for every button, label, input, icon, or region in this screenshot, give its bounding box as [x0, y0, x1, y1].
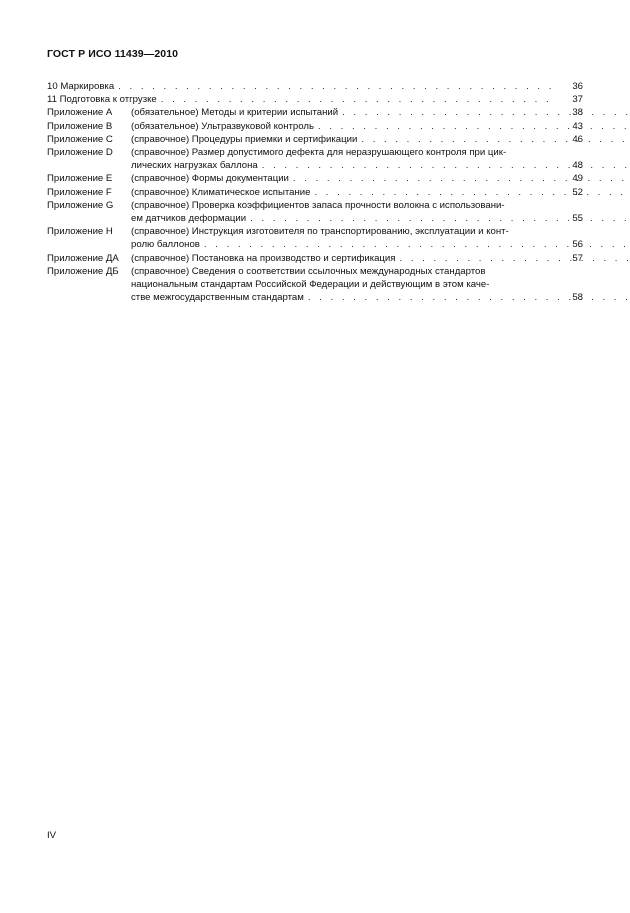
appendix-key: Приложение ДА [47, 252, 119, 264]
toc-entry-appendix[interactable] [47, 120, 583, 133]
toc-entry-appendix[interactable] [47, 133, 583, 146]
appendix-key: Приложение С [47, 133, 113, 145]
toc-page-number: 36 [572, 81, 583, 92]
appendix-title-line: (обязательное) Ультразвуковой контроль [131, 120, 314, 132]
appendix-title-line: (справочное) Сведения о соответствии ссылочных международных стандартов [131, 265, 486, 277]
appendix-title-line: (справочное) Инструкция изготовителя по транспортированию, эксплуатации и конт- [131, 226, 509, 238]
appendix-title-line: лических нагрузках баллона [131, 160, 258, 172]
toc-entry-marking[interactable] [47, 80, 583, 93]
appendix-key: Приложение Н [47, 226, 113, 238]
toc-page-number: 49 [572, 173, 583, 185]
appendix-title-line: ем датчиков деформации [131, 213, 247, 225]
appendix-key: Приложение Е [47, 173, 113, 185]
toc-entry-appendix[interactable] [47, 186, 583, 199]
toc-entry-label: 10 Маркировка [47, 81, 115, 92]
appendix-key: Приложение D [47, 147, 113, 159]
appendix-title-line: стве межгосударственным стандартам [131, 292, 304, 304]
toc-entry-appendix[interactable] [47, 172, 583, 185]
table-of-contents [47, 80, 583, 304]
appendix-title-line: ролю баллонов [131, 239, 200, 251]
dot-leader [395, 252, 630, 265]
toc-page-number: 56 [572, 239, 583, 251]
dot-leader [114, 80, 553, 93]
toc-entry-shipping[interactable] [47, 93, 583, 106]
appendix-title-line: (справочное) Постановка на производство и сертификация [131, 252, 396, 264]
toc-page-number: 43 [572, 120, 583, 132]
appendix-title-line: (справочное) Климатическое испытание [131, 186, 311, 198]
page-number-footer: IV [47, 830, 57, 841]
appendix-title-line: (справочное) Размер допустимого дефекта для неразрушающего контроля при цик- [131, 147, 507, 159]
dot-leader [338, 106, 630, 119]
toc-entry-appendix[interactable] [47, 252, 583, 265]
toc-page-number: 57 [572, 252, 583, 264]
toc-page-number: 38 [572, 107, 583, 119]
document-header: ГОСТ Р ИСО 11439—2010 [47, 48, 179, 60]
toc-page-number: 46 [572, 133, 583, 145]
toc-page-number: 58 [572, 292, 583, 304]
appendix-key: Приложение А [47, 107, 113, 119]
appendix-key: Приложение F [47, 186, 112, 198]
toc-entry-appendix[interactable] [47, 225, 583, 251]
appendix-key: Приложение В [47, 120, 113, 132]
dot-leader [157, 93, 553, 106]
toc-page-number: 52 [572, 186, 583, 198]
toc-entry-appendix[interactable] [47, 265, 583, 305]
appendix-title-line: (справочное) Процедуры приемки и сертификации [131, 133, 358, 145]
toc-page-number: 48 [572, 160, 583, 172]
appendix-title-line: национальным стандартам Российской Федерации и действующим в этом каче- [131, 279, 490, 291]
toc-page-number: 55 [572, 213, 583, 225]
appendix-title-line: (справочное) Формы документации [131, 173, 289, 185]
appendix-title-line: (обязательное) Методы и критерии испытаний [131, 107, 339, 119]
toc-entry-appendix[interactable] [47, 146, 583, 172]
toc-entry-appendix[interactable] [47, 199, 583, 225]
appendix-key: Приложение G [47, 199, 114, 211]
dot-leader [357, 133, 630, 146]
toc-entry-appendix[interactable] [47, 106, 583, 119]
toc-entry-label: 11 Подготовка к отгрузке [47, 94, 157, 106]
appendix-key: Приложение ДБ [47, 265, 119, 277]
appendix-title-line: (справочное) Проверка коэффициентов запаса прочности волокна с использовани- [131, 199, 505, 211]
toc-page-number: 37 [572, 94, 583, 106]
